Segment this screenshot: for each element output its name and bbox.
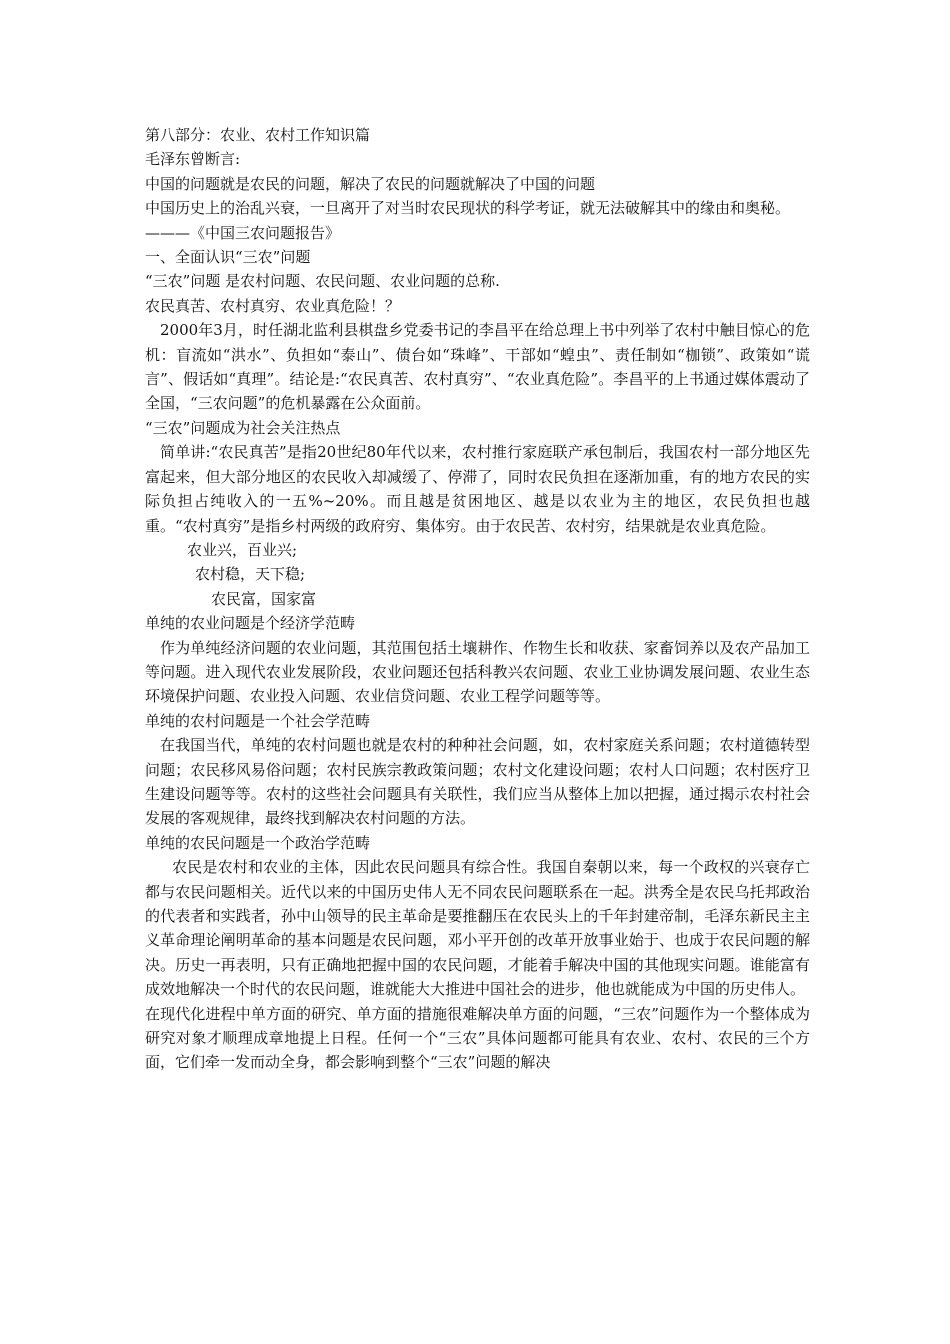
quote-line-1: 中国的问题就是农民的问题，解决了农民的问题就解决了中国的问题 — [145, 174, 596, 193]
crisis-heading: 农民真苦、农村真穷、农业真危险！？ — [145, 296, 401, 315]
poem-line-3: 农民富，国家富 — [211, 589, 317, 608]
paragraph-agri: 作为单纯经济问题的农业问题，其范围包括土壤耕作、作物生长和收获、家畜饲养以及农产品加工等问题。进入现代农业发展阶段，农业问题还包括科教兴农问题、农业工业协调发展问题、农业生态环境保护问题、农业投入问题、农业信贷问题、农业工程学问题等等。 — [145, 638, 810, 706]
paragraph-modern: 在现代化进程中单方面的研究、单方面的措施很难解决单方面的问题，“三农”问题作为一个整体成为研究对象才顺理成章地提上日程。任何一个“三农”具体问题都可能具有农业、农村、农民的三个方面，它们牵一发而动全身，都会影响到整个“三农”问题的解决 — [145, 1004, 810, 1072]
poem-line-1: 农业兴，百业兴; — [187, 540, 298, 559]
document-title: 第八部分：农业、农村工作知识篇 — [145, 126, 371, 144]
paragraph-rural: 在我国当代，单纯的农村问题也就是农村的种种社会问题，如，农村家庭关系问题；农村道德转型问题；农民移风易俗问题；农村民族宗教政策问题；农村文化建设问题；农村人口问题；农村医疗卫生建设问题等等。农村的这些社会问题具有关联性，我们应当从整体上加以把握，通过揭示农村社会发展的客观规律，最终找到解决农村问题的方法。 — [145, 736, 810, 828]
hotspot-heading: “三农”问题成为社会关注热点 — [145, 418, 341, 437]
quote-line-2: 中国历史上的治乱兴衰，一旦离开了对当时农民现状的科学考证，就无法破解其中的缘由和奥秘。 — [145, 199, 791, 218]
quote-intro: 毛泽东曾断言: — [145, 150, 241, 169]
paragraph-explain: 简单讲:“农民真苦”是指20世纪80年代以来，农村推行家庭联产承包制后，我国农村一部分地区先富起来，但大部分地区的农民收入却减缓了、停滞了，同时农民负担在逐渐加重，有的地方农民的实际负担占纯收入的一五%~20%。而且越是贫困地区、越是以农业为主的地区，农民负担也越重。“农村真穷”是指乡村两级的政府穷、集体穷。由于农民苦、农村穷，结果就是农业真危险。 — [145, 443, 810, 535]
rural-heading: 单纯的农村问题是一个社会学范畴 — [145, 711, 371, 730]
poem-line-2: 农村稳，天下稳; — [195, 565, 306, 584]
quote-source: ———《中国三农问题报告》 — [145, 223, 341, 242]
peasant-heading: 单纯的农民问题是一个政治学范畴 — [145, 833, 371, 852]
agri-heading: 单纯的农业问题是个经济学范畴 — [145, 614, 356, 633]
paragraph-peasant: 农民是农村和农业的主体，因此农民问题具有综合性。我国自秦朝以来，每一个政权的兴衰存亡都与农民问题相关。近代以来的中国历史伟人无不同农民问题联系在一起。洪秀全是农民乌托邦政治的代表者和实践者，孙中山领导的民主革命是要推翻压在农民头上的千年封建帝制，毛泽东新民主主义革命理论阐明革命的基本问题是农民问题，邓小平开创的改革开放事业始于、也成于农民问题的解决。历史一再表明，只有正确地把握中国的农民问题，才能着手解决中国的其他现实问题。谁能富有成效地解决一个时代的农民问题，谁就能大大推进中国社会的进步，他也就能成为中国的历史伟人。 — [145, 858, 810, 999]
paragraph-crisis: 2000年3月，时任湖北监利县棋盘乡党委书记的李昌平在给总理上书中列举了农村中触目惊心的危机：盲流如“洪水”、负担如“泰山”、债台如“珠峰”、干部如“蝗虫”、责任制如“枷锁”、政策如“谎言”、假话如“真理”。结论是:“农民真苦、农村真穷”、“农业真危险”。李昌平的上书通过媒体震动了全国，“三农问题”的危机暴露在公众面前。 — [145, 321, 810, 413]
section-1-heading: 一、全面认识“三农”问题 — [145, 248, 311, 267]
definition-line: “三农”问题 是农村问题、农民问题、农业问题的总称. — [145, 272, 500, 291]
document-page — [145, 123, 810, 1075]
